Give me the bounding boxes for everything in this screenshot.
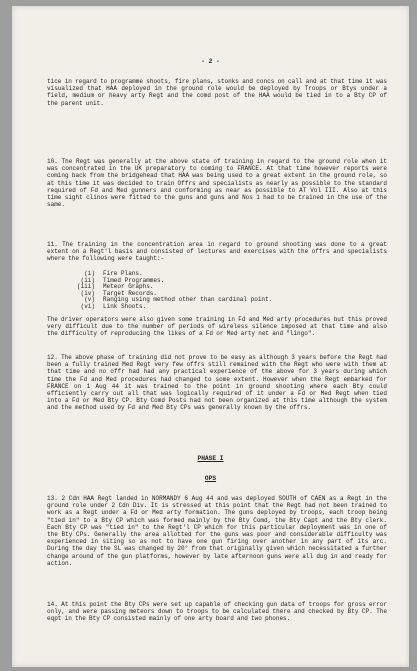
list-item-number: (iv)	[80, 289, 95, 297]
paragraph-driver-operators: The driver operators were also given some training in Fd and Med arty procedures but this proved very difficult due to the number of periods of wireless silence imposed at that time and also the difficulty of reproducing the likes of a Fd or Med arty net and "lingo".	[47, 316, 387, 338]
list-item-text: Link Shoots.	[103, 302, 147, 310]
paragraph-14: 14. At this point the Bty CPs were set up capable of checking gun data of troops for gross error only, and were passing meteors down to troops to be calculated there and checked by Bty CP. The eqpt in the Bty CP consisted mainly of one arty board and two phones.	[47, 601, 387, 623]
paragraph-10: 10. The Regt was generally at the above state of training in regard to the ground role when it was concentrated in the UK preparatory to coming to FRANCE. At that time however reports were coming back from the bridgehead that HAA was being used to a great extent in the ground role, so at this time it was decided to train Offrs and specialists as nearly as possible to the standard required of Fd and Med gunners and conforming as near as possible to AT Vol III. Also at this time sight clinos were fitted to the guns and guns and Nos 1 had to be trained in the use of the same.	[47, 158, 387, 209]
paragraph-12: 12. The above phase of training did not prove to be easy as although 3 years before the Regt had been a fully trained Med Regt very few offrs still remained with the Regt who were with them at that time and no offr had had any practical experience of the above for 3 years during which time the Fd and Med procedures had changed to some extent. However when the Regt embarked for FRANCE on 1 Aug 44 it was trained to the point in ground shooting where each Bty could efficiently carry out all that was logically required of it under a Fd or Med Regt when tied into a Fd or Med Bty CP. Bty Comd Posts had not been organized at this time although the system and the method used by Fd and Med Bty CPs was generally known by the offrs.	[47, 354, 387, 412]
list-item-number: (ii)	[80, 276, 95, 284]
list-item-number: (v)	[84, 296, 95, 304]
list-item-text: Timed Programmes.	[103, 276, 165, 284]
list-item-number: (iii)	[76, 283, 95, 291]
paragraph-13: 13. 2 Cdn HAA Regt landed in NORMANDY 6 Aug 44 and was deployed SOUTH of CAEN as a Regt in the ground role under 2 Cdn Div. It is stressed at this point that the Regt had not been trained to work as a Regt under a Fd or Med arty formation. The guns deployed by troops, each troop being "tied in" to a Bty CP which was formed mainly by the Bty Comd, the Bty Capt and the Bty clerk. Each Bty CP was "tied in" to the Regt'l CP which for this particular deployment was in one of the Bty CPs. Generally the area allotted for the guns was poor and considerable difficulty was experienced in siting so as not to have one gun firing over another in any part of its arc. During the day the SL was changed by 20° from that originally given which necessitated a further change around of the gun platforms, however by late afternoon guns were all dug in and ready for action.	[47, 495, 387, 567]
section-heading-phase: PHASE I	[197, 455, 224, 462]
list-item-number: (vi)	[80, 302, 95, 310]
list-item-text: Target Records.	[103, 289, 158, 297]
list-item-text: Ranging using method other than cardinal point.	[103, 296, 273, 304]
list-item-text: Meteor Graphs.	[103, 283, 154, 291]
paragraph-11: 11. The training in the concentration area in regard to ground shooting was done to a great extent on a Regt'l basis and consisted of lectures and exercises with the offrs and specialists where the following were taught:-	[47, 241, 387, 263]
list-item	[67, 304, 317, 311]
list-item-text: Fire Plans.	[103, 270, 143, 277]
page-number: - 2 -	[201, 58, 220, 65]
section-heading-ops: OPS	[204, 475, 217, 482]
document-page	[12, 6, 409, 667]
paragraph-intro: tice in regard to programme shoots, fire plans, stonks and concs on call and at that time it was visualized that HAA deployed in the ground role would be deployed by Troops or Btys under a field, medium or heavy arty Regt and the comd post of the HAA would be tied in to a Bty CP of the parent unit.	[47, 78, 387, 107]
list-item-number: (i)	[84, 270, 95, 277]
training-list	[67, 271, 317, 311]
